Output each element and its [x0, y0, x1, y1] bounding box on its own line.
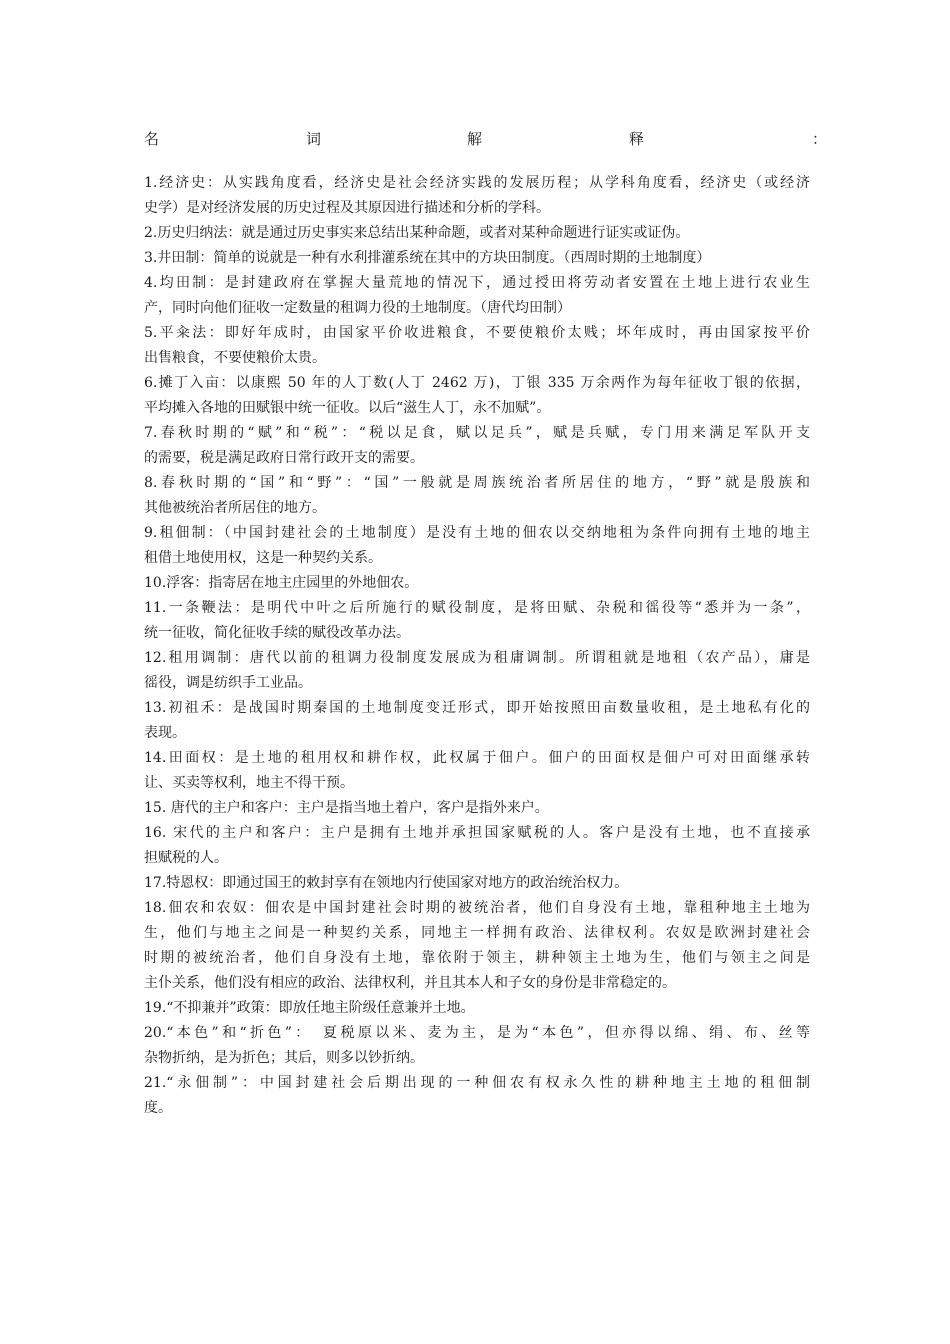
title-char-1: 名: [144, 130, 160, 148]
term-entry-line: 11.一条鞭法：是明代中叶之后所施行的赋役制度，是将田赋、杂税和徭役等“悉并为一条”，: [144, 600, 810, 616]
term-entry-line: 徭役，调是纺织手工业品。: [144, 675, 312, 691]
term-entry: [144, 271, 810, 321]
term-entry-line: 产，同时向他们征收一定数量的租调力役的土地制度。（唐代均田制）: [144, 300, 571, 316]
term-entry: [144, 896, 810, 996]
term-entry-line: 3.井田制：简单的说就是一种有水利排灌系统在其中的方块田制度。（西周时期的土地制度）: [144, 250, 711, 266]
term-entry-line: 统一征收，简化征收手续的赋役改革办法。: [144, 625, 410, 641]
term-entry-line: 21.“永佃制”：中国封建社会后期出现的一种佃农有权永久性的耕种地主土地的租佃制: [144, 1075, 810, 1091]
term-entry-line: 4.均田制：是封建政府在掌握大量荒地的情况下，通过授田将劳动者安置在土地上进行农业生: [144, 275, 810, 291]
term-entry-line: 1.经济史：从实践角度看，经济史是社会经济实践的发展历程；从学科角度看，经济史（或经济: [144, 175, 810, 191]
term-entry: [144, 746, 810, 796]
term-entry-line: 13.初祖禾：是战国时期秦国的土地制度变迁形式，即开始按照田亩数量收租，是土地私有化的: [144, 700, 810, 716]
term-entry-line: 19.“不抑兼并”政策：即放任地主阶级任意兼并土地。: [144, 1000, 475, 1016]
term-entry-line: 的需要，税是满足政府日常行政开支的需要。: [144, 450, 424, 466]
term-entry-line: 2.历史归纳法：就是通过历史事实来总结出某种命题，或者对某种命题进行证实或证伪。: [144, 225, 690, 241]
term-entry-line: 12.租用调制：唐代以前的租调力役制度发展成为租庸调制。所谓租就是地租（农产品），庸是: [144, 650, 810, 666]
term-entry-line: 16. 宋代的主户和客户：主户是拥有土地并承担国家赋税的人。客户是没有土地，也不直接承: [144, 825, 810, 841]
term-entry-line: 主仆关系，他们没有相应的政治、法律权利，并且其本人和子女的身份是非常稳定的。: [144, 975, 676, 991]
term-entry-line: 史学）是对经济发展的历史过程及其原因进行描述和分析的学科。: [144, 200, 550, 216]
term-entry-line: 5.平籴法：即好年成时，由国家平价收进粮食，不要使粮价太贱；坏年成时，再由国家按平价: [144, 325, 810, 341]
term-entry-line: 10.浮客：指寄居在地主庄园里的外地佃农。: [144, 575, 419, 591]
term-entry: [144, 996, 810, 1021]
term-entry-line: 8.春秋时期的“国”和“野”：“国”一般就是周族统治者所居住的地方，“野”就是殷族和: [144, 475, 810, 491]
term-entry-line: 平均摊入各地的田赋银中统一征收。以后“滋生人丁，永不加赋”。: [144, 400, 551, 416]
term-entry-line: 其他被统治者所居住的地方。: [144, 500, 326, 516]
term-entry: [144, 1071, 810, 1121]
term-entry: [144, 246, 810, 271]
term-entry-line: 度。: [144, 1100, 172, 1116]
term-entry-line: 担赋税的人。: [144, 850, 228, 866]
term-entry-line: 15. 唐代的主户和客户：主户是指当地土着户，客户是指外来户。: [144, 800, 549, 816]
term-entry: [144, 371, 810, 421]
term-entry: [144, 646, 810, 696]
term-entry: [144, 571, 810, 596]
term-entry-line: 17.特恩权：即通过国王的敕封享有在领地内行使国家对地方的政治统治权力。: [144, 875, 629, 891]
term-entry: [144, 796, 810, 821]
term-entry: [144, 696, 810, 746]
term-entry-line: 出售粮食，不要使粮价太贵。: [144, 350, 326, 366]
title-char-3: 解: [467, 130, 483, 148]
term-entry: [144, 821, 810, 871]
term-entry: [144, 421, 810, 471]
term-entry-line: 租借土地使用权，这是一种契约关系。: [144, 550, 382, 566]
page-title: [144, 127, 826, 151]
term-entry-line: 14.田面权：是土地的租用权和耕作权，此权属于佃户。佃户的田面权是佃户可对田面继承转: [144, 750, 810, 766]
term-entry-line: 20.“本色”和“折色”： 夏税原以米、麦为主，是为“本色”，但亦得以绵、绢、布、丝等: [144, 1025, 810, 1041]
title-char-2: 词: [306, 130, 322, 148]
term-entry: [144, 221, 810, 246]
term-entry-line: 18.佃农和农奴：佃农是中国封建社会时期的被统治者，他们自身没有土地，靠租种地主土地为: [144, 900, 810, 916]
term-entry: [144, 321, 810, 371]
term-entry: [144, 471, 810, 521]
term-entry-line: 9.租佃制：（中国封建社会的土地制度）是没有土地的佃农以交纳地租为条件向拥有土地的地主: [144, 525, 810, 541]
term-entry: [144, 596, 810, 646]
term-entry-line: 7.春秋时期的“赋”和“税”：“税以足食，赋以足兵”，赋是兵赋，专门用来满足军队开支: [144, 425, 810, 441]
term-list: [144, 171, 810, 1121]
term-entry: [144, 871, 810, 896]
term-entry-line: 表现。: [144, 725, 186, 741]
term-entry-line: 6.摊丁入亩：以康熙 50 年的人丁数(人丁 2462 万)，丁银 335 万余两作为每年征收丁银的依据，: [144, 375, 810, 391]
term-entry-line: 让、买卖等权利，地主不得干预。: [144, 775, 354, 791]
term-entry-line: 时期的被统治者，他们自身没有土地，靠依附于领主，耕种领主土地为生，他们与领主之间是: [144, 950, 810, 966]
term-entry: [144, 171, 810, 221]
term-entry: [144, 1021, 810, 1071]
term-entry: [144, 521, 810, 571]
title-char-5: ：: [812, 130, 828, 148]
title-char-4: 释: [629, 130, 645, 148]
term-entry-line: 生，他们与地主之间是一种契约关系，同地主一样拥有政治、法律权利。农奴是欧洲封建社会: [144, 925, 810, 941]
term-entry-line: 杂物折纳，是为折色；其后，则多以钞折纳。: [144, 1050, 424, 1066]
